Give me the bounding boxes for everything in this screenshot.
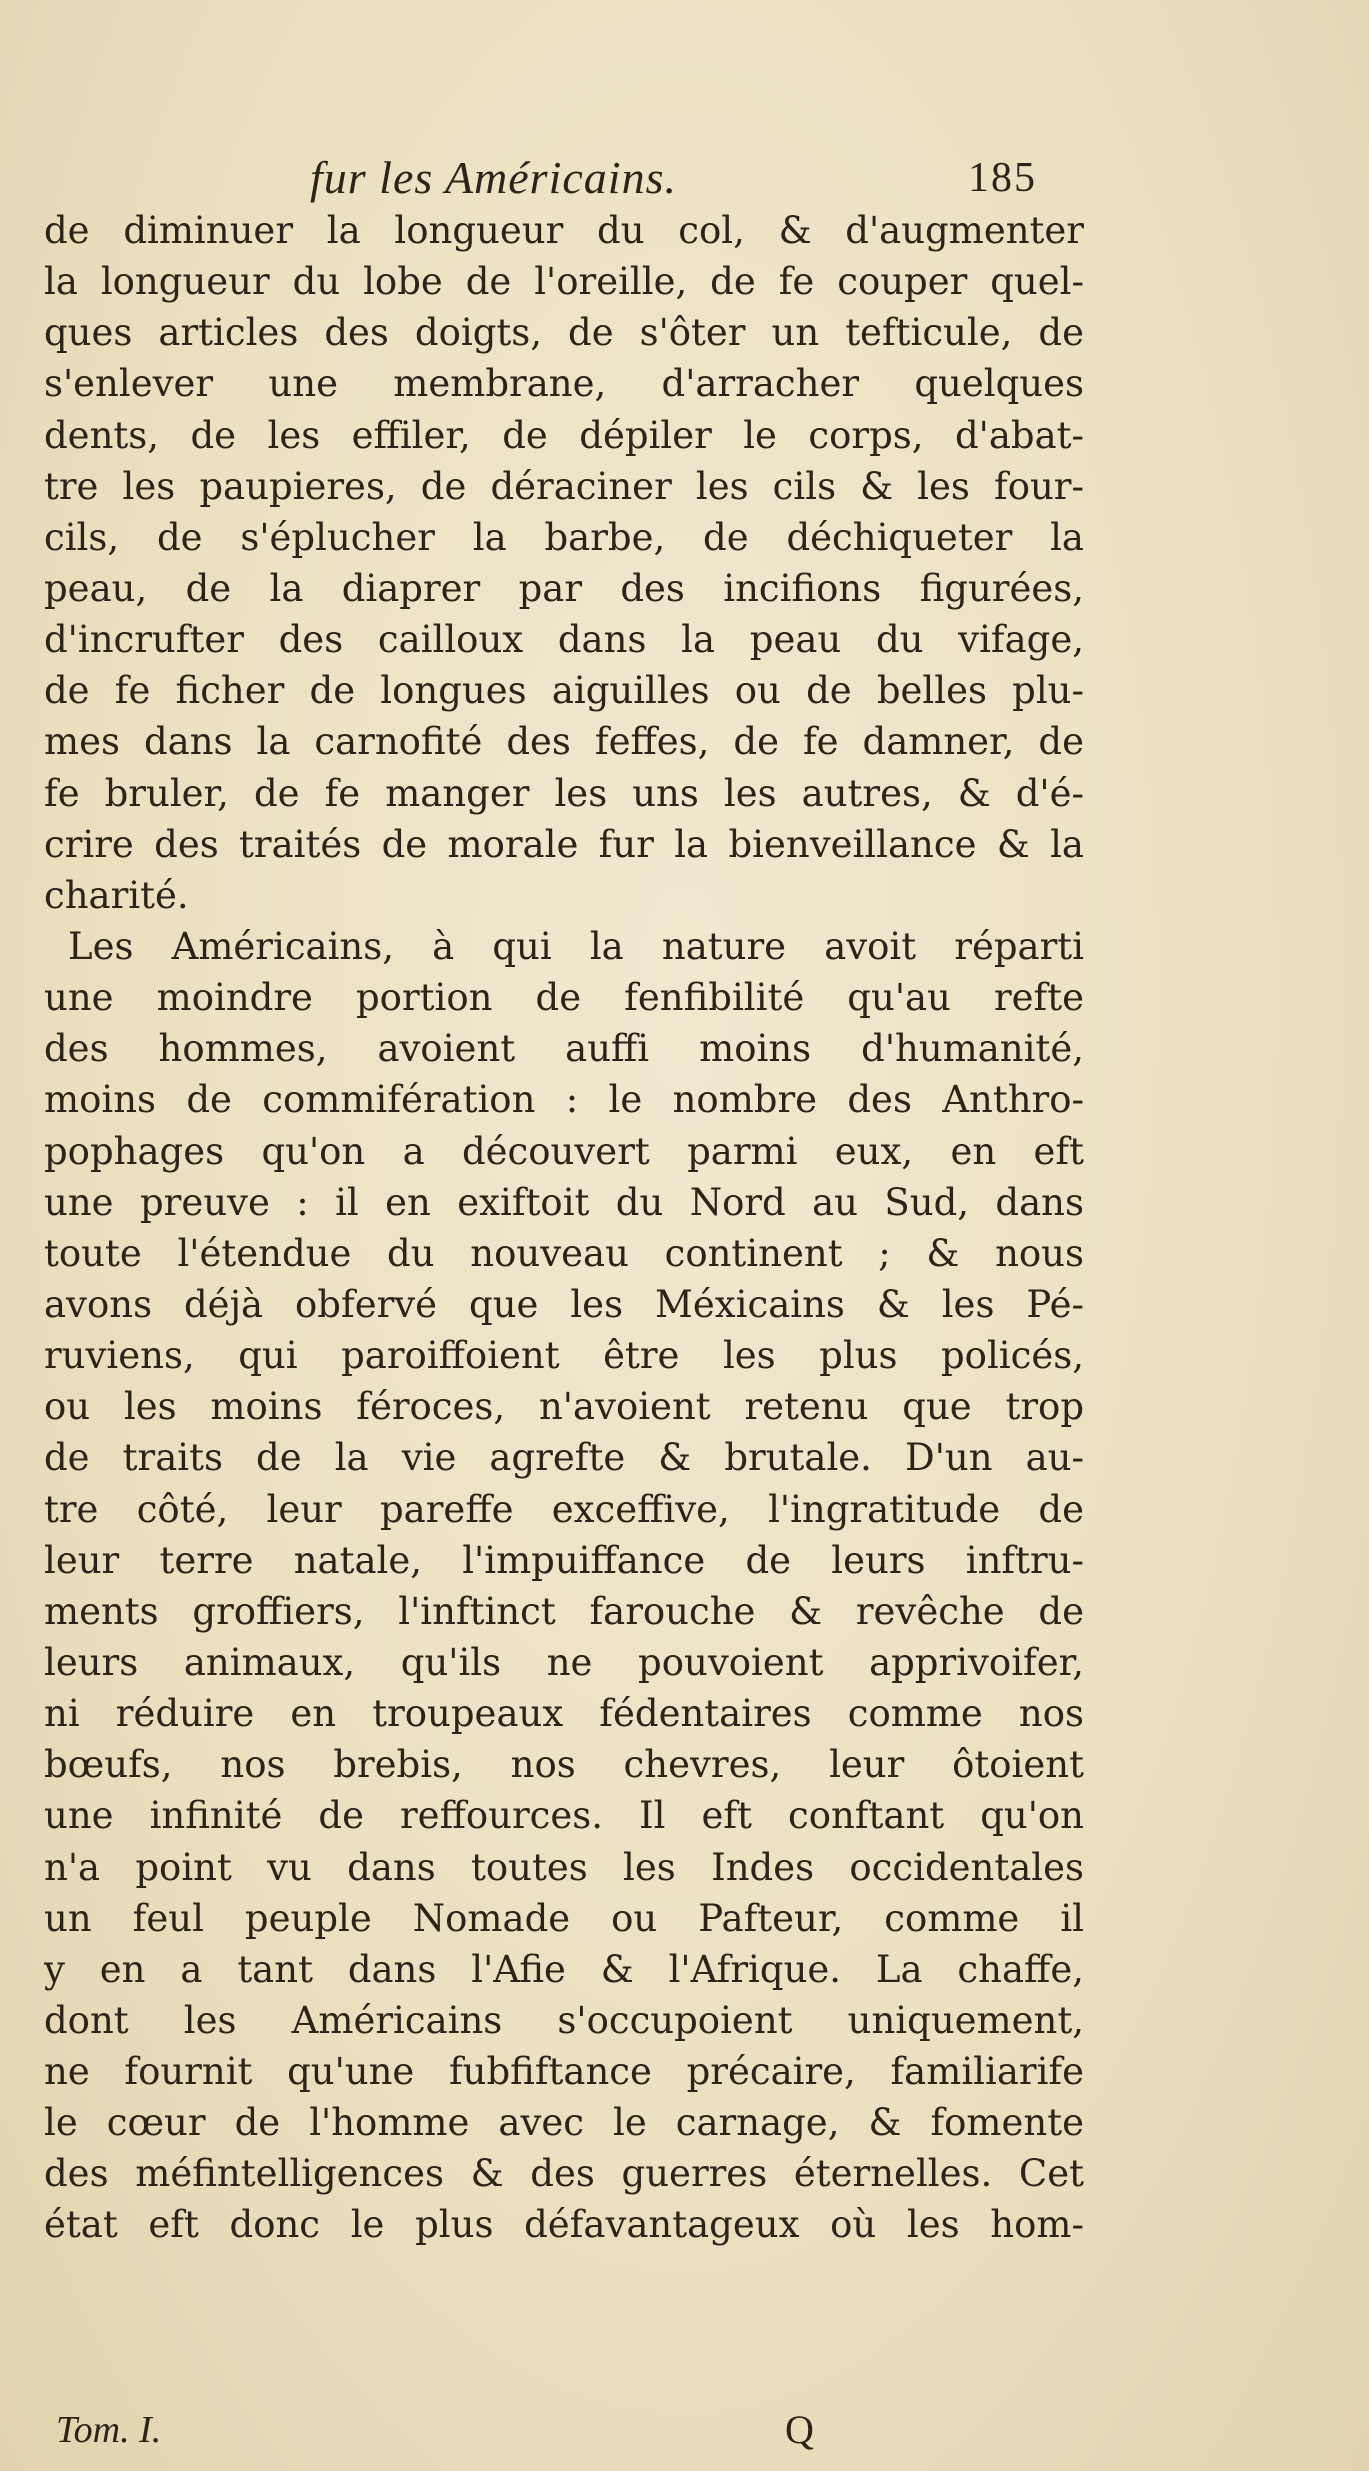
text-line: une infinité de reffources. Il eft conftant qu'on xyxy=(44,1794,1084,1838)
text-line: leurs animaux, qu'ils ne pouvoient apprivoifer, xyxy=(44,1640,1084,1684)
text-line: ruviens, qui paroiffoient être les plus policés, xyxy=(44,1334,1084,1378)
text-line: moins de commifération : le nombre des Anthro- xyxy=(44,1078,1084,1122)
text-line: dont les Américains s'occupoient uniquement, xyxy=(44,1998,1084,2042)
text-line: de diminuer la longueur du col, & d'augmenter xyxy=(44,209,1084,252)
volume-mark: Tom. I. xyxy=(56,2409,162,2451)
page-number: 185 xyxy=(968,155,1037,201)
text-line: crire des traités de morale fur la bienveillance & la xyxy=(44,822,1084,866)
text-line: tre côté, leur pareffe exceffive, l'ingratitude de xyxy=(44,1487,1084,1531)
signature-mark: Q xyxy=(785,2407,814,2452)
text-line: ments groffiers, l'inftinct farouche & revêche de xyxy=(44,1589,1084,1633)
text-line: ni réduire en troupeaux fédentaires comme nos xyxy=(44,1692,1084,1736)
page-header xyxy=(0,148,1369,208)
text-line: leur terre natale, l'impuiffance de leurs inftru- xyxy=(44,1538,1084,1582)
text-line: bœufs, nos brebis, nos chevres, leur ôtoient xyxy=(44,1743,1084,1787)
text-line: Les Américains, à qui la nature avoit réparti xyxy=(68,924,1084,968)
text-line: y en a tant dans l'Afie & l'Afrique. La chaffe, xyxy=(44,1947,1084,1991)
text-line: d'incrufter des cailloux dans la peau du vifage, xyxy=(44,618,1084,662)
text-line: état eft donc le plus défavantageux où les hom- xyxy=(44,2203,1084,2247)
page-footer xyxy=(0,2405,1369,2455)
text-line: des hommes, avoient auffi moins d'humanité, xyxy=(44,1027,1084,1071)
text-line: peau, de la diaprer par des incifions figurées, xyxy=(44,566,1084,610)
text-line: ou les moins féroces, n'avoient retenu que trop xyxy=(44,1385,1084,1429)
body-text xyxy=(44,205,1084,2251)
text-line: ne fournit qu'une fubfiftance précaire, familiarife xyxy=(44,2050,1084,2094)
text-line: de traits de la vie agrefte & brutale. D'un au- xyxy=(44,1436,1084,1480)
text-line: un feul peuple Nomade ou Pafteur, comme il xyxy=(44,1896,1084,1940)
running-title: fur les Américains. xyxy=(310,152,677,203)
text-line: tre les paupieres, de déraciner les cils & les four- xyxy=(44,464,1084,508)
text-line: une moindre portion de fenfibilité qu'au refte xyxy=(44,976,1084,1020)
text-line: toute l'étendue du nouveau continent ; & nous xyxy=(44,1231,1084,1275)
text-line: cils, de s'éplucher la barbe, de déchiqueter la xyxy=(44,515,1084,559)
text-line: ques articles des doigts, de s'ôter un tefticule, de xyxy=(44,311,1084,355)
text-line: avons déjà obfervé que les Méxicains & les Pé- xyxy=(44,1282,1084,1326)
text-line: dents, de les effiler, de dépiler le corps, d'abat- xyxy=(44,413,1084,457)
text-line: des méfintelligences & des guerres éternelles. Cet xyxy=(44,2152,1084,2196)
text-line: mes dans la carnofité des feffes, de fe damner, de xyxy=(44,720,1084,764)
text-line: la longueur du lobe de l'oreille, de fe couper quel- xyxy=(44,260,1084,304)
text-line: charité. xyxy=(44,873,189,917)
text-line: une preuve : il en exiftoit du Nord au Sud, dans xyxy=(44,1180,1084,1224)
text-line: n'a point vu dans toutes les Indes occidentales xyxy=(44,1845,1084,1889)
text-line: fe bruler, de fe manger les uns les autres, & d'é- xyxy=(44,771,1084,815)
text-line: pophages qu'on a découvert parmi eux, en eft xyxy=(44,1129,1084,1173)
text-line: de fe ficher de longues aiguilles ou de belles plu- xyxy=(44,669,1084,713)
text-line: s'enlever une membrane, d'arracher quelques xyxy=(44,362,1084,406)
text-line: le cœur de l'homme avec le carnage, & fomente xyxy=(44,2101,1084,2145)
